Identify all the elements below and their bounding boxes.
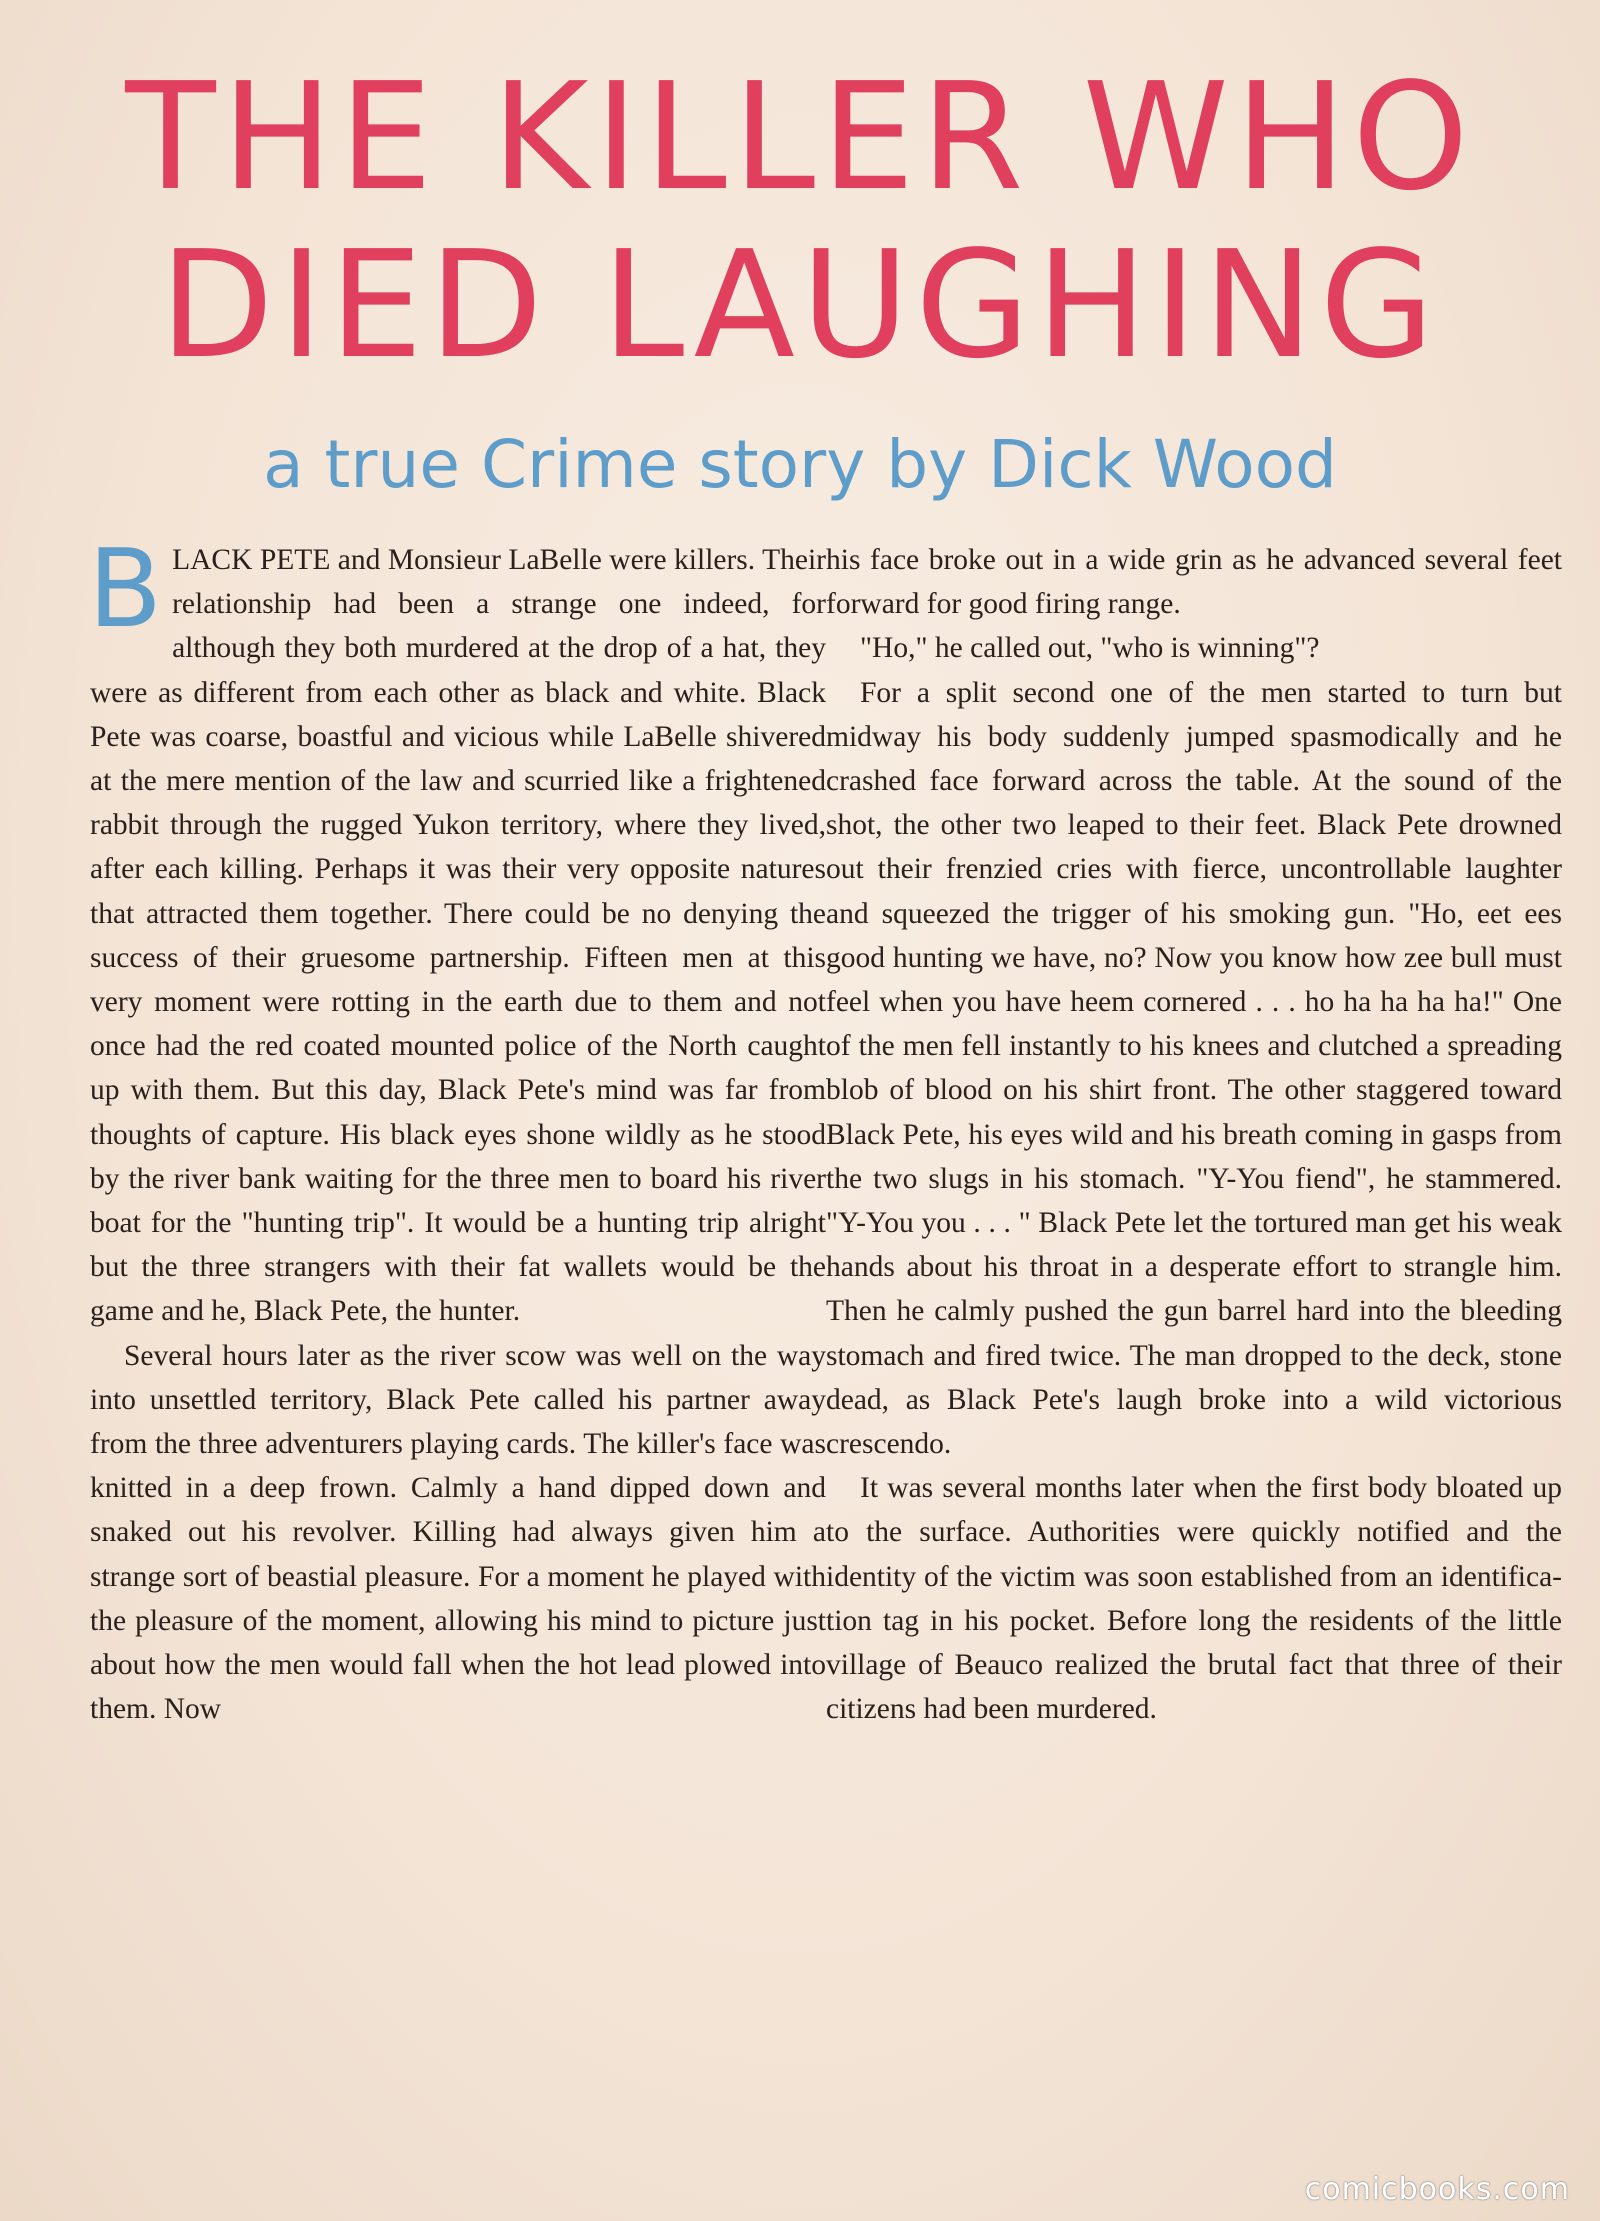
drop-cap: B (88, 527, 163, 652)
title-line-1: THE KILLER WHO (125, 51, 1475, 223)
paragraph-2: Several hours later as the river scow was well on the way into unsettled territory, Black Pete called his partner away from the three adventurers playing cards. The killer's face was knitted in a deep frown. Calmly a hand dipped down and snaked out his revolver. Killing had always given him a strange sort of beastial pleasure. For a moment he played with the pleasure of the moment, allowing his mind to picture just about how the men would fall when the hot lead plowed into them. Now (90, 1339, 826, 1726)
article-column-left (88, 527, 826, 1731)
subtitle-byline: a true Crime story by Dick Wood (263, 426, 1337, 503)
source-watermark: comicbooks.com (1304, 2172, 1570, 2207)
paragraph-1 (88, 527, 826, 1334)
paragraph-4: "Ho," he called out, "who is winning"? (860, 632, 1320, 665)
article-column-right (826, 538, 1562, 1731)
paragraph-1-text: LACK PETE and Monsieur LaBelle were killers. Their relationship had been a strange one indeed, for although they both murdered at the drop of a hat, they were as different from each other as black and white. Black Pete was coarse, boastful and vicious while LaBelle shivered at the mere mention of the law and scurried like a frightened rabbit through the rugged Yukon territory, where they lived, after each killing. Perhaps it was their very opposite natures that attracted them together. There could be no denying the success of their gruesome partnership. Fifteen men at this very moment were rotting in the earth due to them and not once had the red coated mounted police of the North caught up with them. But this day, Black Pete's mind was far from thoughts of capture. His black eyes shone wildly as he stood by the river bank waiting for the three men to board his river boat for the "hunting trip". It would be a hunting trip alright but the three strangers with their fat wallets would be the game and he, Black Pete, the hunter. (90, 544, 826, 1328)
paragraph-5: For a split second one of the men started to turn but midway his body suddenly jumped spasmodically and he crashed face forward across the table. At the sound of the shot, the other two leaped to their feet. Black Pete drowned out their frenzied cries with fierce, uncontrollable laughter and squeezed the trigger of his smoking gun. "Ho, eet ees good hunting we have, no? Now you know how zee bull must feel when you have heem cornered . . . ho ha ha ha ha!" One of the men fell instantly to his knees and clutched a spreading blob of blood on his shirt front. The other staggered toward Black Pete, his eyes wild and his breath coming in gasps from the two slugs in his stomach. "Y-You fiend", he stammered. "Y-You you . . . " Black Pete let the tortured man get his weak hands about his throat in a desperate effort to strangle him. Then he calmly pushed the gun barrel hard into the bleeding stomach and fired twice. The man dropped to the deck, stone dead, as Black Pete's laugh broke into a wild victorious crescendo. (826, 676, 1562, 1461)
title-line-2: DIED LAUGHING (159, 219, 1441, 391)
paragraph-3: his face broke out in a wide grin as he advanced several feet forward for good firing range. (826, 544, 1562, 621)
paragraph-6: It was several months later when the first body bloated up to the surface. Authorities were quickly notified and the identity of the victim was soon established from an identification tag in his pocket. Before long the residents of the little village of Beauco realized the brutal fact that three of their citizens had been murdered. (826, 1472, 1562, 1726)
